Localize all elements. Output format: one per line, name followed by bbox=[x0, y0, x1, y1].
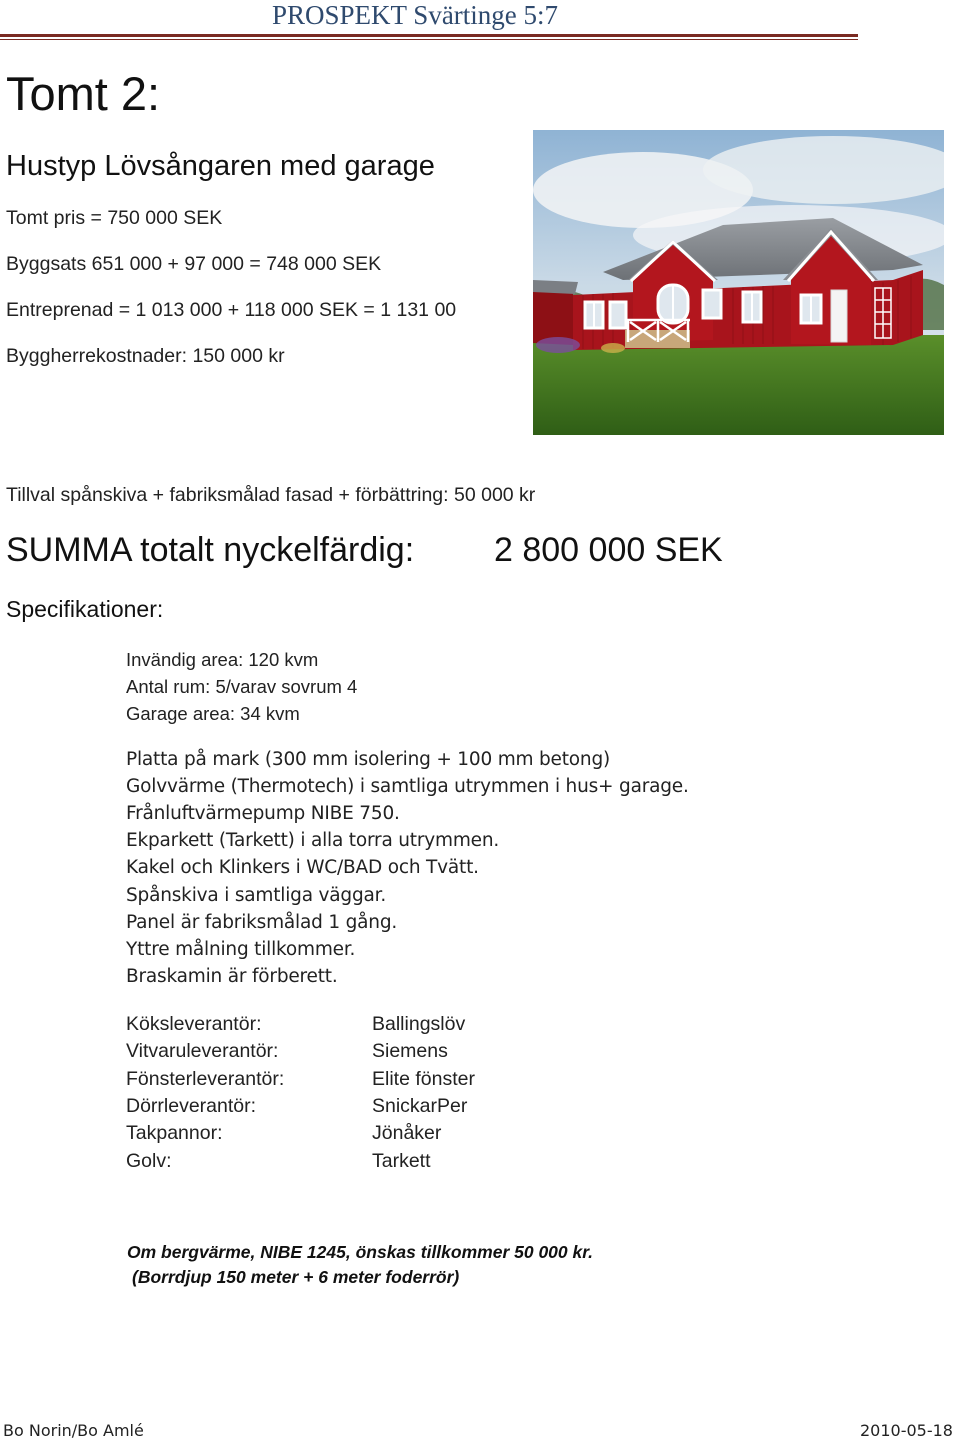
geothermal-note: Om bergvärme, NIBE 1245, önskas tillkommer 50 000 kr. bbox=[127, 1242, 593, 1262]
price-line-kit: Byggsats 651 000 + 97 000 = 748 000 SEK bbox=[6, 253, 382, 275]
supplier-label: Vitvaruleverantör: bbox=[126, 1040, 279, 1062]
supplier-value: Ballingslöv bbox=[372, 1013, 466, 1035]
spec-detail-item: Ekparkett (Tarkett) i alla torra utrymmen. bbox=[126, 830, 500, 851]
spec-detail-item: Spånskiva i samtliga väggar. bbox=[126, 885, 387, 906]
supplier-value: SnickarPer bbox=[372, 1095, 468, 1117]
spec-detail-item: Panel är fabriksmålad 1 gång. bbox=[126, 912, 398, 933]
footer-date: 2010-05-18 bbox=[860, 1421, 953, 1440]
spec-detail-item: Braskamin är förberett. bbox=[126, 966, 338, 987]
spec-detail-item: Kakel och Klinkers i WC/BAD och Tvätt. bbox=[126, 857, 479, 878]
spec-detail-item: Frånluftvärmepump NIBE 750. bbox=[126, 803, 400, 824]
supplier-value: Jönåker bbox=[372, 1122, 442, 1144]
supplier-value: Siemens bbox=[372, 1040, 448, 1062]
price-line-plot: Tomt pris = 750 000 SEK bbox=[6, 207, 223, 229]
spec-detail-item: Yttre målning tillkommer. bbox=[126, 939, 356, 960]
supplier-value: Elite fönster bbox=[372, 1068, 475, 1090]
option-line: Tillval spånskiva + fabriksmålad fasad + förbättring: 50 000 kr bbox=[6, 484, 536, 506]
spec-detail-item: Platta på mark (300 mm isolering + 100 mm betong) bbox=[126, 749, 611, 770]
total-value: 2 800 000 SEK bbox=[494, 531, 723, 569]
supplier-label: Köksleverantör: bbox=[126, 1013, 262, 1035]
total-label: SUMMA totalt nyckelfärdig: bbox=[6, 531, 415, 569]
footer-authors: Bo Norin/Bo Amlé bbox=[3, 1421, 144, 1440]
plot-title: Tomt 2: bbox=[6, 67, 161, 120]
supplier-label: Takpannor: bbox=[126, 1122, 223, 1144]
price-line-contract: Entreprenad = 1 013 000 + 118 000 SEK = 1 131 00 bbox=[6, 299, 457, 321]
geothermal-note-detail: (Borrdjup 150 meter + 6 meter foderrör) bbox=[132, 1267, 460, 1287]
spec-area-indoor: Invändig area: 120 kvm bbox=[126, 649, 319, 670]
document-header-title: PROSPEKT Svärtinge 5:7 bbox=[272, 0, 559, 30]
supplier-value: Tarkett bbox=[372, 1150, 431, 1172]
spec-area-garage: Garage area: 34 kvm bbox=[126, 703, 300, 724]
supplier-label: Dörrleverantör: bbox=[126, 1095, 257, 1117]
spec-detail-item: Golvvärme (Thermotech) i samtliga utrymmen i hus+ garage. bbox=[126, 776, 689, 797]
specifications-heading: Specifikationer: bbox=[6, 596, 164, 622]
supplier-label: Fönsterleverantör: bbox=[126, 1068, 285, 1090]
price-line-builder-costs: Byggherrekostnader: 150 000 kr bbox=[6, 345, 285, 367]
house-type-heading: Hustyp Lövsångaren med garage bbox=[6, 150, 435, 182]
supplier-label: Golv: bbox=[126, 1150, 172, 1172]
header-rule-thick bbox=[0, 34, 858, 37]
house-photo bbox=[533, 130, 944, 435]
spec-room-count: Antal rum: 5/varav sovrum 4 bbox=[126, 676, 358, 697]
header-rule-thin bbox=[0, 39, 858, 40]
